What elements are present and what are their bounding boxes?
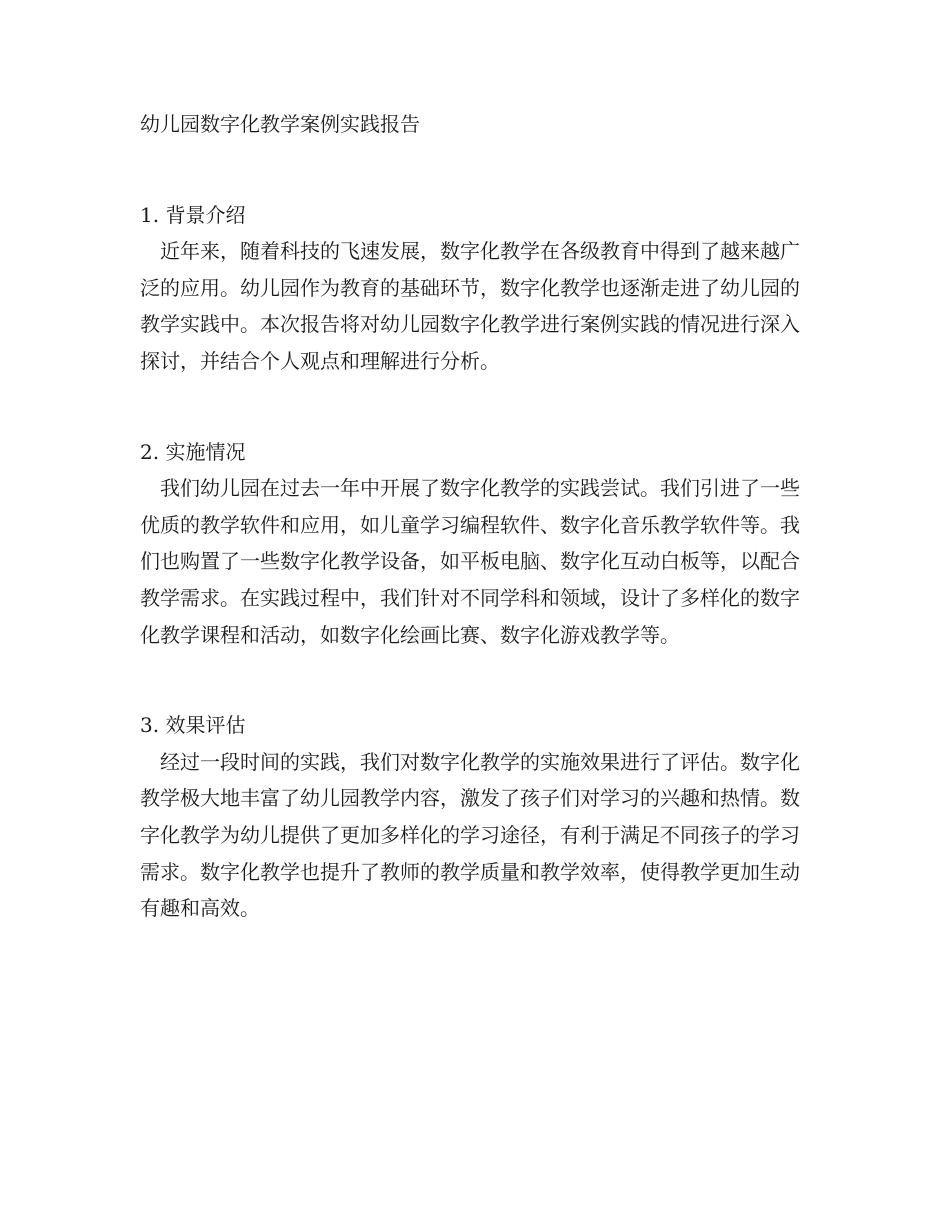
document-title: 幼儿园数字化教学案例实践报告 [140,112,420,136]
section-paragraph: 经过一段时间的实践，我们对数字化教学的实施效果进行了评估。数字化教学极大地丰富了幼儿园教学内容，激发了孩子们对学习的兴趣和热情。数字化教学为幼儿提供了更加多样化的学习途径，有利于满足不同孩子的学习需求。数字化教学也提升了教师的教学质量和教学效率，使得教学更加生动有趣和高效。 [140,749,800,921]
section-heading: 2. 实施情况 [140,439,246,464]
section-paragraph: 我们幼儿园在过去一年中开展了数字化教学的实践尝试。我们引进了一些优质的教学软件和应用，如儿童学习编程软件、数字化音乐教学软件等。我们也购置了一些数字化教学设备，如平板电脑、数字化互动白板等，以配合教学需求。在实践过程中，我们针对不同学科和领域，设计了多样化的数字化教学课程和活动，如数字化绘画比赛、数字化游戏教学等。 [140,476,800,647]
section-evaluation [140,707,800,927]
section-paragraph: 近年来，随着科技的飞速发展，数字化教学在各级教育中得到了越来越广泛的应用。幼儿园作为教育的基础环节，数字化教学也逐渐走进了幼儿园的教学实践中。本次报告将对幼儿园数字化教学进行案例实践的情况进行深入探讨，并结合个人观点和理解进行分析。 [140,239,800,373]
section-implementation [140,434,800,654]
section-background [140,197,800,380]
section-heading: 1. 背景介绍 [140,202,246,227]
section-heading: 3. 效果评估 [140,713,246,738]
document-content [140,106,800,927]
